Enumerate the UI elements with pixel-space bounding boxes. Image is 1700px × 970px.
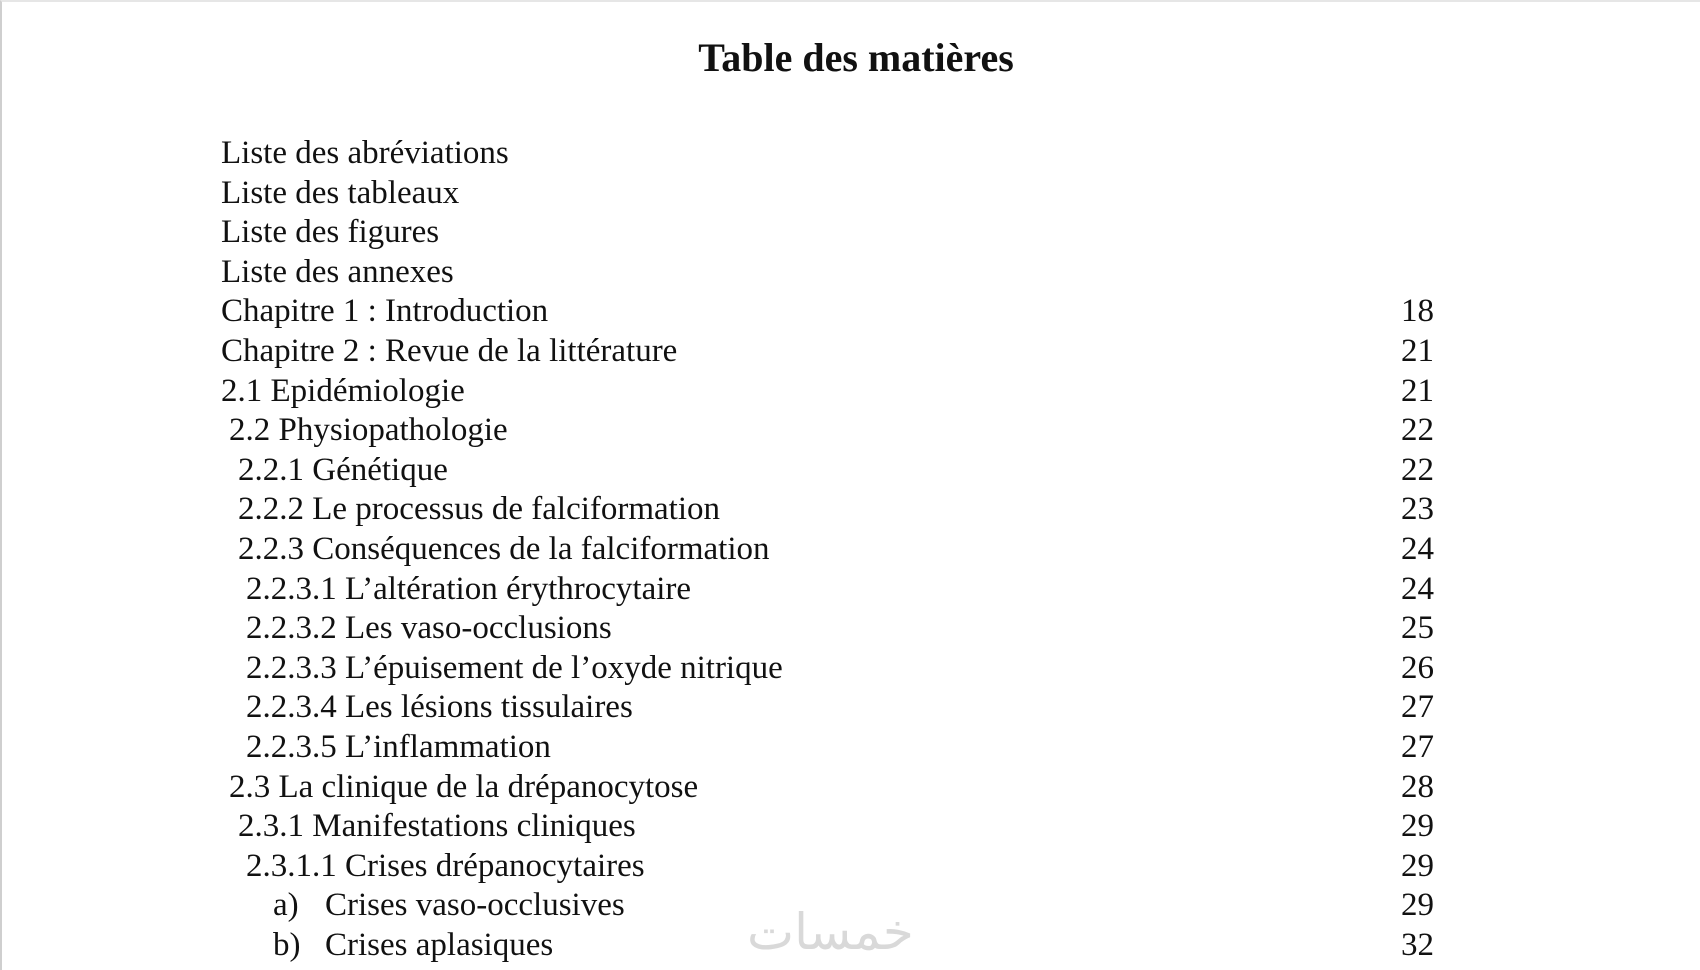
toc-entry [221,410,1434,450]
toc-entry-label: 2.2.3.4 Les lésions tissulaires [246,689,633,726]
toc-entry [221,569,1434,609]
toc-entry-label: Chapitre 2 : Revue de la littérature [221,332,678,369]
toc-entry [221,173,1434,213]
toc-entry [221,212,1434,252]
toc-entry [221,727,1434,767]
toc-entry-text: Crises vaso-occlusives [325,887,625,924]
watermark-logo: خمسات [747,903,914,961]
toc-entry-page: 21 [1401,372,1434,409]
toc-entry [221,450,1434,490]
toc-entry-label: 2.2.3.2 Les vaso-occlusions [246,610,612,647]
toc-entry [221,252,1434,292]
toc-entry-label [273,885,625,925]
toc-entry-label: 2.2 Physiopathologie [229,412,508,449]
toc-entry-label: Liste des figures [221,214,440,251]
list-marker: a) [273,887,299,924]
toc-entry [221,489,1434,529]
toc-entry-page: 28 [1401,768,1434,805]
toc-entry-page: 32 [1401,926,1434,963]
toc-entry-label: 2.3 La clinique de la drépanocytose [229,768,699,805]
page-title: Table des matières [698,35,1014,80]
toc-entry [221,291,1434,331]
toc-entry-label: 2.2.3.1 L’altération érythrocytaire [246,570,692,607]
toc-entry [221,133,1434,173]
toc-entry [221,371,1434,411]
toc-entry-label: 2.2.2 Le processus de falciformation [238,491,721,528]
toc-entry [221,687,1434,727]
toc-entry-page: 24 [1401,570,1434,607]
toc-entry-page: 22 [1401,412,1434,449]
toc-entry-label: 2.3.1 Manifestations cliniques [238,808,636,845]
toc-entry-page: 21 [1401,332,1434,369]
toc-entry-label: Liste des abréviations [221,135,509,171]
toc-entry [221,608,1434,648]
toc-entry [221,806,1434,846]
toc-entry-label: 2.1 Epidémiologie [221,372,465,409]
table-of-contents [221,133,1434,964]
toc-entry-label: 2.2.1 Génétique [238,451,448,488]
toc-entry-label: 2.2.3 Conséquences de la falciformation [238,530,770,567]
toc-entry-page: 27 [1401,728,1434,765]
toc-entry-text: Crises aplasiques [325,926,554,963]
toc-entry [221,846,1434,886]
toc-entry [221,331,1434,371]
toc-entry-page: 18 [1401,293,1434,330]
toc-entry-page: 26 [1401,649,1434,686]
toc-entry-label [273,925,553,965]
toc-entry-page: 23 [1401,491,1434,528]
toc-entry-label: Liste des tableaux [221,174,460,211]
toc-entry-page: 25 [1401,610,1434,647]
toc-entry-label: 2.2.3.3 L’épuisement de l’oxyde nitrique [246,649,783,686]
toc-entry-page: 27 [1401,689,1434,726]
toc-entry-page: 29 [1401,847,1434,884]
toc-entry-label: Chapitre 1 : Introduction [221,293,549,330]
toc-entry-label: 2.3.1.1 Crises drépanocytaires [246,847,645,884]
list-marker: b) [273,926,301,963]
toc-entry-label: 2.2.3.5 L’inflammation [246,728,551,765]
toc-entry-page: 24 [1401,530,1434,567]
toc-entry [221,767,1434,807]
toc-entry [221,648,1434,688]
toc-entry-page: 29 [1401,808,1434,845]
toc-entry [221,529,1434,569]
toc-entry-page: 29 [1401,887,1434,924]
toc-entry-page: 22 [1401,451,1434,488]
toc-entry-label: Liste des annexes [221,253,454,290]
